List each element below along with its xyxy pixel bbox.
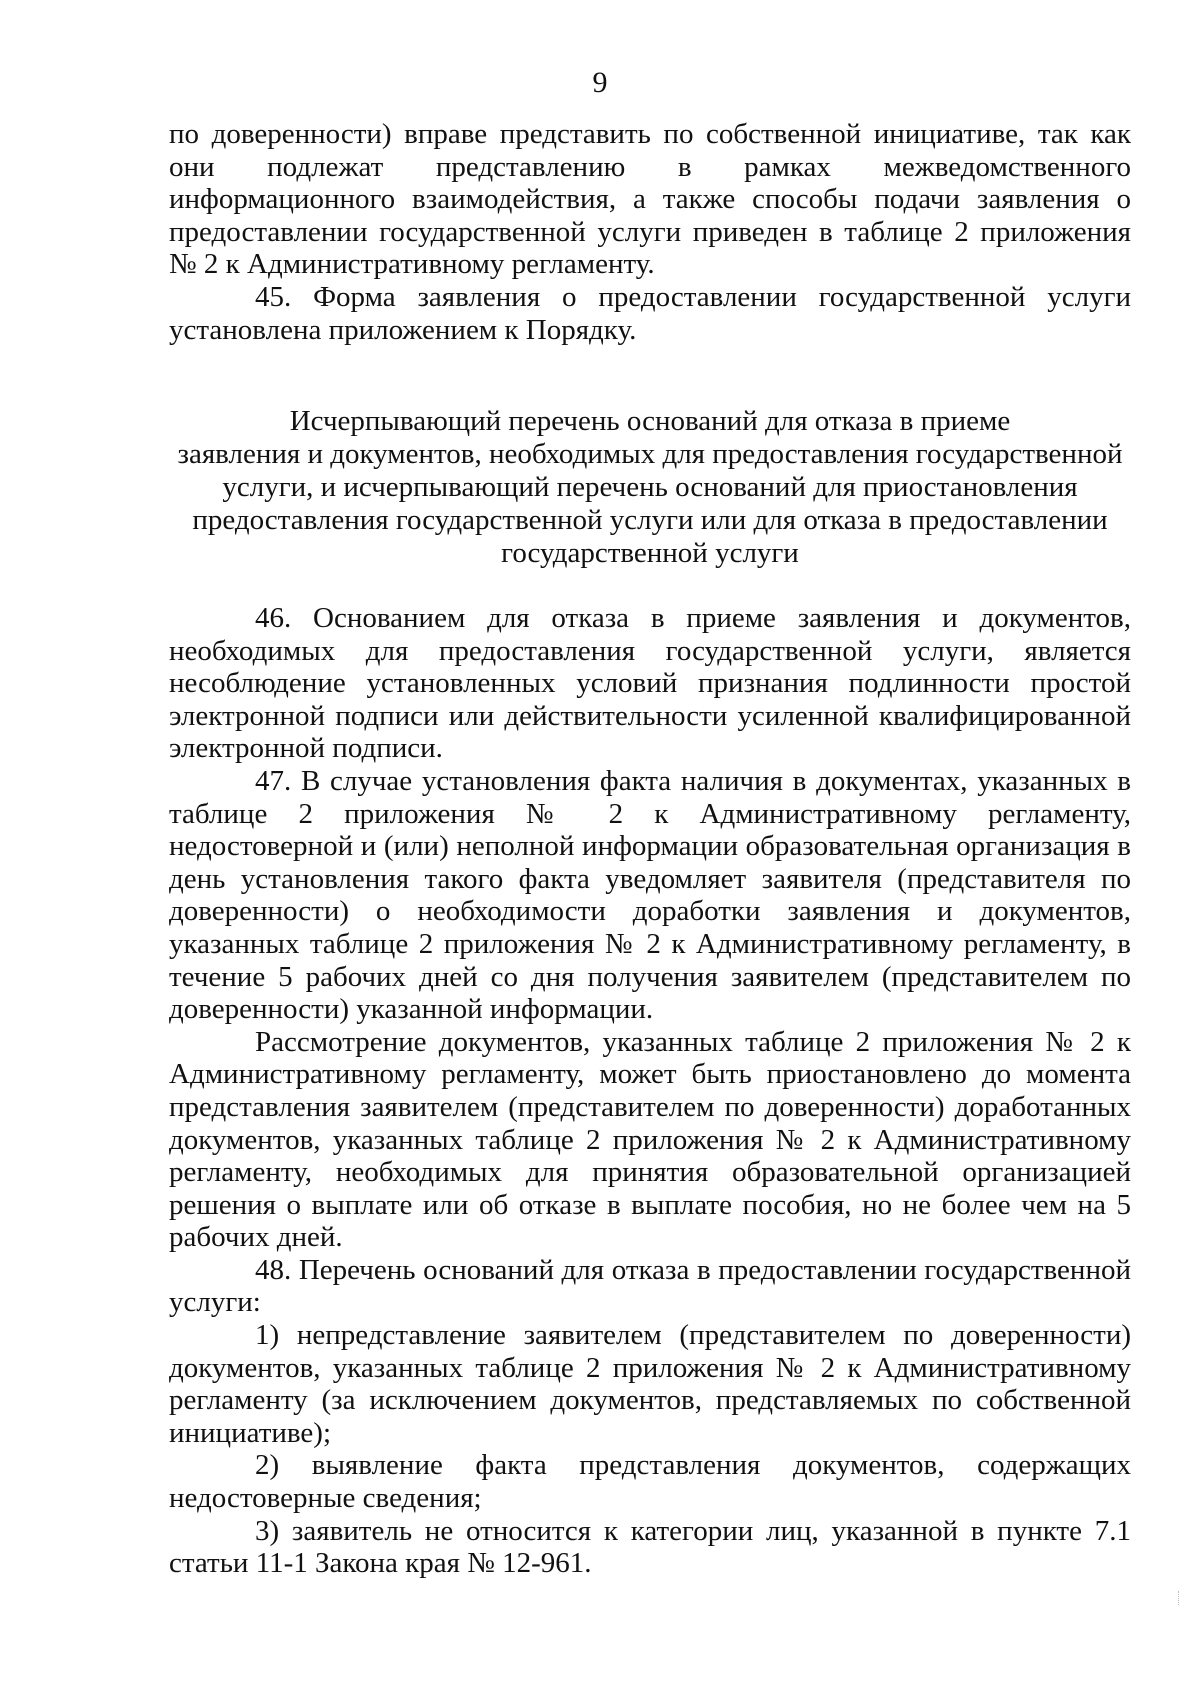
heading-line: предоставления государственной услуги или для отказа в предоставлении	[192, 504, 1108, 536]
heading-line: услуги, и исчерпывающий перечень оснований для приостановления	[222, 471, 1078, 503]
list-item-48-2: 2) выявление факта представления документов, содержащих недостоверные сведения;	[169, 1449, 1131, 1515]
heading-line: заявления и документов, необходимых для предоставления государственной	[177, 438, 1123, 470]
scan-artifact	[1178, 1591, 1181, 1605]
paragraph-continuation: по доверенности) вправе представить по собственной инициативе, так как они подлежат представлению в рамках межведомственного информационного взаимодействия, а также способы подачи заявления о предоставлении государственной услуги приведен в таблице 2 приложения № 2 к Административному регламенту.	[169, 118, 1131, 281]
top-text-block	[169, 118, 1131, 346]
paragraph-45: 45. Форма заявления о предоставлении государственной услуги установлена приложением к Порядку.	[169, 280, 1131, 346]
list-item-48-3: 3) заявитель не относится к категории лиц, указанной в пункте 7.1 статьи 11-1 Закона края № 12-961.	[169, 1514, 1131, 1580]
paragraph-47-continued: Рассмотрение документов, указанных таблице 2 приложения № 2 к Административному регламенту, может быть приостановлено до момента представления заявителем (представителем по доверенности) доработанных документов, указанных таблице 2 приложения № 2 к Административному регламенту, необходимых для принятия образовательной организацией решения о выплате или об отказе в выплате пособия, но не более чем на 5 рабочих дней.	[169, 1025, 1131, 1254]
heading-line: Исчерпывающий перечень оснований для отказа в приеме	[289, 405, 1011, 437]
paragraph-47: 47. В случае установления факта наличия в документах, указанных в таблице 2 приложения № 2 к Административному регламенту, недостоверной и (или) неполной информации образовательная организация в день установления такого факта уведомляет заявителя (представителя по доверенности) о необходимости доработки заявления и документов, указанных таблице 2 приложения № 2 к Административному регламенту, в течение 5 рабочих дней со дня получения заявителем (представителем по доверенности) указанной информации.	[169, 764, 1131, 1026]
paragraph-48: 48. Перечень оснований для отказа в предоставлении государственной услуги:	[169, 1253, 1131, 1319]
heading-line: государственной услуги	[501, 537, 799, 569]
list-item-48-1: 1) непредставление заявителем (представителем по доверенности) документов, указанных таблице 2 приложения № 2 к Административному регламенту (за исключением документов, представляемых по собственной инициативе);	[169, 1319, 1131, 1449]
paragraph-46: 46. Основанием для отказа в приеме заявления и документов, необходимых для предоставления государственной услуги, является несоблюдение установленных условий признания подлинности простой электронной подписи или действительности усиленной квалифицированной электронной подписи.	[169, 602, 1131, 765]
section-heading	[169, 405, 1131, 570]
main-text-block	[169, 602, 1131, 1580]
page-number: 9	[592, 66, 608, 99]
